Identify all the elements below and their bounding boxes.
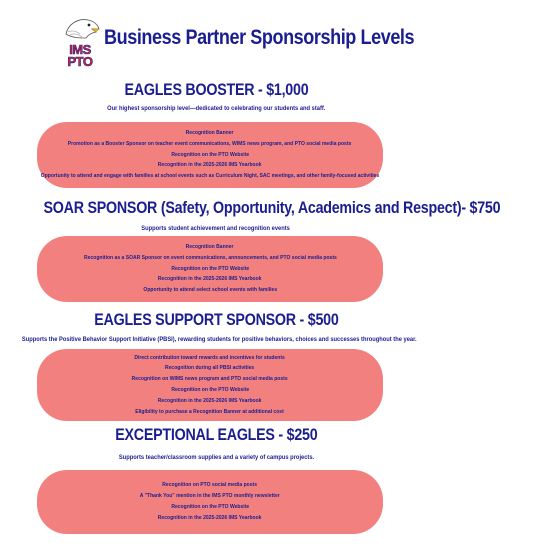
benefit-item: Promotion as a Booster Sponsor on teacher event communications, WIMS news program, and PTO social media posts	[68, 140, 352, 147]
benefit-item: Recognition in the 2025-2026 IMS Yearbook	[158, 276, 262, 283]
logo-top-text: IMS	[69, 42, 91, 57]
benefit-item: Recognition on the PTO Website	[171, 504, 249, 510]
level-title-exceptional: EXCEPTIONAL EAGLES - $250	[114, 425, 318, 444]
benefit-list-exceptional	[37, 470, 383, 534]
benefit-item: Direct contribution toward rewards and incentives for students	[134, 354, 286, 361]
benefit-item: Recognition Banner	[186, 244, 234, 250]
benefit-item: Recognition on the PTO Website	[171, 387, 249, 393]
benefit-list-booster	[37, 122, 383, 188]
benefit-item: Recognition in the 2025-2026 IMS Yearbook	[158, 162, 262, 169]
benefit-list-soar	[37, 236, 383, 302]
header	[0, 14, 432, 72]
benefit-item: Opportunity to attend select school events with families	[143, 287, 277, 294]
level-description-support: Supports the Positive Behavior Support Initiative (PBSI), rewarding students for positive behaviors, choices and successes throughout the year.	[21, 336, 417, 343]
benefit-item: Recognition on the PTO Website	[171, 265, 249, 272]
benefit-item: Recognition during all PBSI activities	[165, 365, 255, 372]
benefit-item: Eligibility to purchase a Recognition Banner at additional cost	[135, 408, 285, 415]
benefit-item: Recognition in the 2025-2026 IMS Yearbook	[158, 514, 262, 521]
benefit-item: Recognition Banner	[186, 130, 234, 136]
benefit-item: Recognition on the PTO Website	[171, 151, 249, 158]
level-title-booster: EAGLES BOOSTER - $1,000	[124, 80, 308, 99]
benefit-item: Opportunity to attend and engage with families at school events such as Curriculum Night, SAC meetings, and other family-focused activities	[40, 173, 380, 180]
level-title-soar: SOAR SPONSOR (Safety, Opportunity, Academics and Respect)- $750	[43, 198, 501, 217]
level-description-soar: Supports student achievement and recognition events	[141, 225, 291, 232]
benefit-item: Recognition on PTO social media posts	[162, 482, 258, 489]
benefit-item: Recognition on WIMS news program and PTO social media posts	[131, 376, 288, 383]
benefit-item: Recognition in the 2025-2026 IMS Yearbook	[158, 397, 262, 404]
benefit-item: A "Thank You" mention in the IMS PTO monthly newsletter	[140, 493, 280, 500]
ims-pto-logo	[58, 16, 102, 70]
logo-bottom-text: PTO	[67, 54, 93, 69]
benefit-item: Recognition as a SOAR Sponsor on event communications, announcements, and PTO social media posts	[83, 254, 337, 261]
level-description-exceptional: Supports teacher/classroom supplies and a variety of campus projects.	[118, 454, 314, 461]
level-description-booster: Our highest sponsorship level—dedicated to celebrating our students and staff.	[106, 105, 326, 112]
benefit-list-support	[37, 349, 383, 421]
level-title-support: EAGLES SUPPORT SPONSOR - $500	[93, 310, 339, 329]
page-title: Business Partner Sponsorship Levels	[104, 26, 415, 49]
